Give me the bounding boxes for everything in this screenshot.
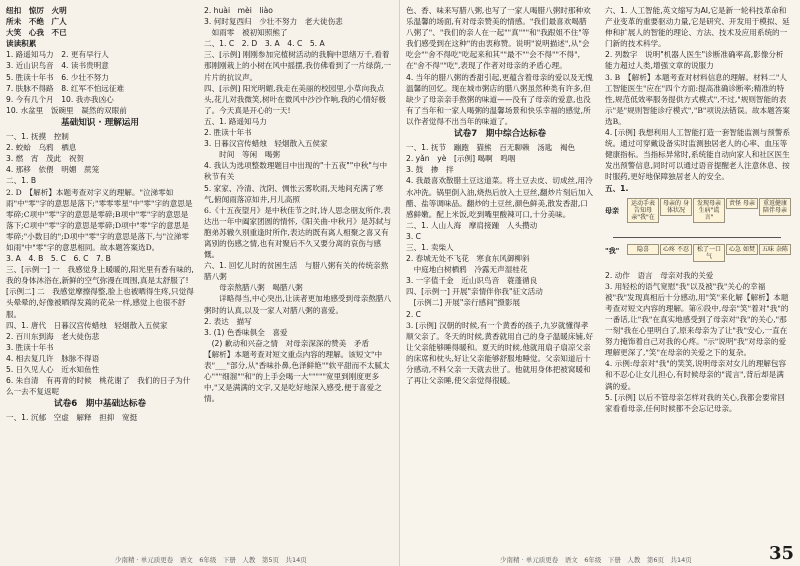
col1-line: 一、1. 抚摸 控制 bbox=[6, 132, 69, 142]
col3-line: 3. 鼓 掺 拌 bbox=[406, 165, 454, 175]
col1-line: 2. 蛟蛤 乌鸦 栖息 bbox=[6, 143, 77, 153]
col1-line: 3. 近山识鸟音 4. 读书贵明意 bbox=[6, 61, 109, 71]
col4-line: 4. 示例:母亲对"我"的笑笑,说明母亲对女儿的理解包容和不忍心让女儿担心,有时候母亲的"谎言",背后却是满满的爱。 bbox=[605, 359, 787, 391]
col1-line: 5. 胜读十年书 6. 少壮不努力 bbox=[6, 72, 109, 82]
col4-line: 2. 列数字 说明"机器人医生"诊断准确率高,影像分析能力超过人类,增强文章的说服力 bbox=[605, 50, 784, 71]
col2-line: 【解析】本题考查对短文重点内容的理解。该短文"中表"___"部分,从"香味扑鼻,色泽鲜艳""软平甜而不太腻太心"""细溜""和"的上手会喝一大"""""宽里到刚度更多中,"又是满满的文字,又是吃好地深入感受,便于喜爱之情。 bbox=[204, 349, 390, 404]
page-number: 35 bbox=[768, 543, 794, 564]
col2-line: 六、1. 回忆儿时的贫困生活 与腊八粥有关的传统亲熬腊八粥 bbox=[204, 261, 389, 282]
col4-line: 4. [示例] 我想利用人工智能打造一套智能监测与预警系统。通过可穿戴设备实时监测独居老人的心率、血压等健康指标。当指标异常时,系统能自动向家人和社区医生发出预警信息,同时可以通过语音提醒老人注意休息、按时服药,更好地保障独居老人的安全。 bbox=[605, 128, 791, 182]
col1-line: 大笑 心我 不已 bbox=[6, 28, 67, 38]
col2-line: 4. 我认为选项整数理题目中出现的"十五夜""中秋"与中秋节有关 bbox=[204, 161, 388, 182]
col1-line: 1. 路遥知马力 2. 更有早行人 bbox=[6, 50, 109, 60]
col1-line: 9. 今有几个月 10. 我亦我凶心 bbox=[6, 94, 114, 104]
answer-column-1 bbox=[6, 5, 194, 423]
col2-line: 时间 等闲 喝粥 bbox=[204, 150, 280, 160]
col3-line: 三、1. 卖柴人 bbox=[406, 242, 454, 252]
diagram-label-me: "我" bbox=[605, 246, 620, 255]
col2-line: 三、[示例] 刚刚参加完植树活动的我胸中思绪万千,看着那刚刚栽上的小树在风中摇摆,我仿佛看到了一片绿荫,一片片的抗议声。 bbox=[204, 50, 392, 82]
col1-line: 2. D 【解析】本题考查对字义的理解。"泣涕零如雨"中"零"字的意思是落下;"零零零星"中"零"字的意思是零碎;C项中"零"字的意思是零碎;B项中"零"字的意思是落下;C项中"零"字的意思是零碎;D项中"零"字的意思是零碎;"小数目的";D项中"零"字的意思是落下,与"泣涕零如雨"中"零"字的意思相同。故本题答案选D。 bbox=[6, 187, 193, 252]
col1-line: 一、1. 沉郁 空虚 解释 担抑 宽挺 bbox=[6, 413, 138, 423]
col1-line: 10. 水盆里 饭碗里 凝然的双眼前 bbox=[6, 105, 127, 115]
col3-line: 色、香、味来写腊八粥,也写了一家人喝腊八粥时那种欢乐温馨的场面,有对母亲赞美的情感。"我们最喜欢喝腊八粥了"、"我们的亲人在一起""真"""和"我跟姐不住"等我们感受到在这种"的由衷称赞。说明"说明描述",从"会吃会""舍不得吃"吃起来和其""最不""会不得""不得",在"舍不得""吃",表现了作者对母亲的矛盾心理。 bbox=[406, 6, 591, 71]
col3-line: [示例二] 开展"亲行感间"摄影展 bbox=[406, 298, 521, 308]
col1-line: 所未 不绝 广人 bbox=[6, 17, 67, 27]
diagram-event-box: 发现母亲 生病"谎言" bbox=[693, 198, 725, 223]
col2-line: 如雨零 被初知照熊了 bbox=[204, 28, 288, 38]
answer-column-4 bbox=[605, 5, 791, 414]
footer-left: 少南精 · 单元质更卷 语文 6年级 下册 人教 第5页 共14页 bbox=[115, 556, 307, 564]
diagram-feeling-box: 心急 如焚 bbox=[726, 244, 758, 255]
col3-line: 二、1. 人山人海 摩肩接踵 人头攒动 bbox=[406, 220, 538, 230]
col1-line: 4. 那移 依偎 明媚 蔗笼 bbox=[6, 165, 100, 175]
diagram-feeling-box: 心疼 不忍 bbox=[660, 244, 692, 255]
answer-column-3 bbox=[406, 5, 594, 386]
col3-line: 试卷7 期中综合达标卷 bbox=[454, 129, 546, 140]
diagram-label-mother: 母亲 bbox=[605, 206, 619, 215]
col3-line: 3. 一字值千金 近山识鸟音 蓑蓬循良 bbox=[406, 276, 538, 286]
col4-line: 六、1. 人工智能,英文缩写为AI,它是新一轮科技革命和产业变革的重要驱动力量,它是研究、开发用于模拟、延伸和扩展人的智能的理论、方法、技术及应用系统的一门新的技术科学。 bbox=[605, 6, 790, 49]
col2-line: 详略得当,中心突出,让读者更加地感受到母亲熬腊八粥时的认真,以及一家人对腊八粥的喜爱。 bbox=[204, 294, 392, 315]
col2-line: (2) 歉动和兴奋之情 对母亲深深的赞美 矛盾 bbox=[204, 338, 370, 348]
col4-line: 3. 用轻松的语气宽慰"我"以及被"我"关心的幸福被"我"发现真相后十分感动,用"笑"来化解【解析】本题考查对短文内容的理解。第⑥段中,母亲"笑"着对"我"的一番话,让"我"在真实地感受到了母亲对"我"的关心,"那一刻"我在心里明白了,原来母亲为了让"我"安心,一直在努力掩饰着自己对我的心疼。"示"说明"我"对母亲的爱理解更深了,"笑"在母亲的关爱之下的复杂。 bbox=[605, 281, 789, 358]
col4-line: 5. [示例] 以后不管母亲怎样对我的关心,我都会要常回家看看母亲,任何时候都不会忘记母亲。 bbox=[605, 392, 785, 413]
col3-line: 四、[示例一] 开展"亲情伴你我"征文活动 bbox=[406, 287, 543, 297]
col3-line: 4. 当年的腊八粥的香甜引起,更蕴含着母亲的爱以及无愧温馨的回忆。现在城市粥店的腊八粥虽然种类有许多,但缺少了母亲亲手熬粥的味道——没有了母亲的爱意,也没有了当年和一家人喝粥的温馨场景和快乐幸福的感觉,所以作者觉得不出当年的味道了。 bbox=[406, 72, 593, 126]
col2-line: 五、1. 路遥知马力 bbox=[204, 116, 267, 126]
col2-line: 二、1. C 2. D 3. A 4. C 5. A bbox=[204, 39, 325, 49]
col2-line: 5. 家家、冷清、沈阴、惆怅云雾吹雨,天地间充满了寒气,俯闻雨落凉如井,月儿高照 bbox=[204, 183, 384, 204]
col1-line: 3. 燃 宵 茂此 祝贺 bbox=[6, 154, 85, 164]
col1-line: 6. 朱自清 有再青的时候 桃花谢了 我们的日子为什么一去不复返呢 bbox=[6, 376, 191, 397]
col2-line: 2. huài mèi liào bbox=[204, 6, 273, 15]
diagram-event-box: 责怪 母亲 bbox=[726, 198, 758, 209]
diagram-feeling-box: 松了一口气 bbox=[693, 244, 725, 262]
col2-line: 3. (1) 色香味俱全 喜爱 bbox=[204, 327, 288, 337]
footer-right: 少南精 · 单元质更卷 语文 6年级 下册 人教 第6页 共14页 bbox=[500, 556, 692, 564]
col3-line: 2. yǎn yè [示例] 喝啊 鸣咽 bbox=[406, 154, 516, 164]
diagram-feeling-box: 隐喜 bbox=[627, 244, 659, 255]
col1-line: 读读积累 bbox=[6, 39, 37, 49]
col3-line: 3. [示例] 汉朝的时候,有一个黄香的孩子,九岁就懂得孝顺父亲了。冬天的时候,黄香就用自己的身子温暖床铺,好让父亲能够睡得暖和。夏天的时候,他就用扇子扇凉父亲的床席和枕头,好让父亲能够舒服地睡觉。父亲知道后十分感动,不料父亲一天就去世了。他就用身体把被窝暖和了再让父亲睡,使父亲觉得很暖。 bbox=[406, 320, 594, 386]
col1-line: 试卷6 期中基础达标卷 bbox=[54, 399, 146, 410]
diagram-feeling-box: 五味 杂陈 bbox=[759, 244, 791, 255]
col1-line: 二、1. B bbox=[6, 176, 37, 186]
diagram-event-box: 母亲的 身体状况 bbox=[660, 198, 692, 216]
col2-line: 6.《十五夜望月》是中秋佳节之时,诗人思念朋友所作,表达出一年中阖家团圆的情怀,《阳关曲·中秋月》是苏轼与胞弟苏辙久别重逢时所作,表达的既有离人相聚之喜又有离别的伤感之情,也有对聚后不久又要分离的哀伤与感慨。 bbox=[204, 205, 392, 260]
col2-line: 2. 胜读十年书 bbox=[204, 128, 252, 138]
col3-line: 2. 春城无处不飞花 寒食东风御柳斜 bbox=[406, 254, 530, 264]
col2-line: 3. 日暮汉宫传蜡烛 轻烟散入五侯家 bbox=[204, 139, 328, 149]
col4-line: 3. B 【解析】本题考查对材料信息的理解。材料二"人工智能医生"应在"四个方面:提高准确诊断率;精准的特性,规范低效率服务提供方式模式",不过,"规则智能的表示"是"规则智能诊疗模式","B"项说法错误。故本题答案选B。 bbox=[605, 72, 790, 126]
col2-line: 3. 何时复西归 少壮不努力 老大徒伤悲 bbox=[204, 17, 343, 27]
col1-line: 4. 相去复几许 脉脉不得语 bbox=[6, 353, 100, 363]
col3-line: 4. 我最喜欢散腊土豆这道菜。将土豆去皮、切成丝,用冷水冲洗。锅里倒入油,烧热后放入土豆丝,翻炒片刻后加入醋、盐等调味品。翻炒的土豆丝,颜色鲜美,散发香甜,口感鲜嫩。配上米饭,吃到嘴里酸辣可口,十分美味。 bbox=[406, 176, 594, 219]
col1-line: 3. 胜读十年书 bbox=[6, 342, 54, 352]
diagram-event-box: 重返健康 陪伴母亲 bbox=[759, 198, 791, 216]
col1-line: 5. 日久见人心 近水知鱼性 bbox=[6, 365, 100, 374]
emotion-flow-diagram bbox=[605, 196, 791, 268]
diagram-event-box: 运动手表 告知母亲"我"在 bbox=[627, 198, 659, 223]
col1-line: 7. 肤脉不得路 8. 红军不怕远征难 bbox=[6, 83, 125, 93]
col1-line: 3. A 4. B 5. C 6. C 7. B bbox=[6, 254, 111, 264]
col2-line: 2. 表达 描写 bbox=[204, 316, 252, 326]
col3-line: 一、1. 抚节 蹦跑 猫熊 百无聊赖 汤匙 褐色 bbox=[406, 143, 576, 153]
col3-line: 3. C bbox=[406, 231, 421, 241]
col2-line: 四、[示例] 阳光明媚,我走在美丽的校园里,小草向我点头,花儿对我微笑,树叶在微风中沙沙作响,我的心情好极了。今天真是开心的一天! bbox=[204, 83, 386, 115]
col2-line: 母亲熬腊八粥 喝腊八粥 bbox=[204, 283, 303, 293]
col4-line: 五、1. bbox=[605, 183, 629, 193]
col3-line: 中庭地白树栖鸦 冷露无声湿桂花 bbox=[406, 265, 528, 275]
col4-line: 2. 动作 语言 母亲对我的关爱 bbox=[605, 270, 714, 280]
col1-line: [示例二] 二 我感觉摩擦得整,脸上也被晒得生疼,只觉得头晕晕的,好像被晒得发蔫的花朵一样,感觉上也很不舒服。 bbox=[6, 287, 194, 319]
col1-line: 基础知识 · 理解运用 bbox=[61, 117, 139, 128]
answer-column-2 bbox=[204, 5, 392, 404]
col1-line: 四、1. 唐代 日暮汉宫传蜡烛 轻烟散入五侯家 bbox=[6, 320, 168, 330]
col1-line: 纽扣 惊厉 火明 bbox=[6, 6, 67, 15]
col1-line: 2. 百川东到海 老大徒伤悲 bbox=[6, 331, 100, 341]
col3-line: 2. C bbox=[406, 309, 421, 319]
diagram-arrow-line bbox=[613, 237, 781, 238]
col1-line: 三、[示例一] 一 我感觉身上暖暖的,阳光里有香有味的,我的身体沐浴在,新鲜的空气弥漫在周围,真是太舒服了! bbox=[6, 265, 194, 286]
